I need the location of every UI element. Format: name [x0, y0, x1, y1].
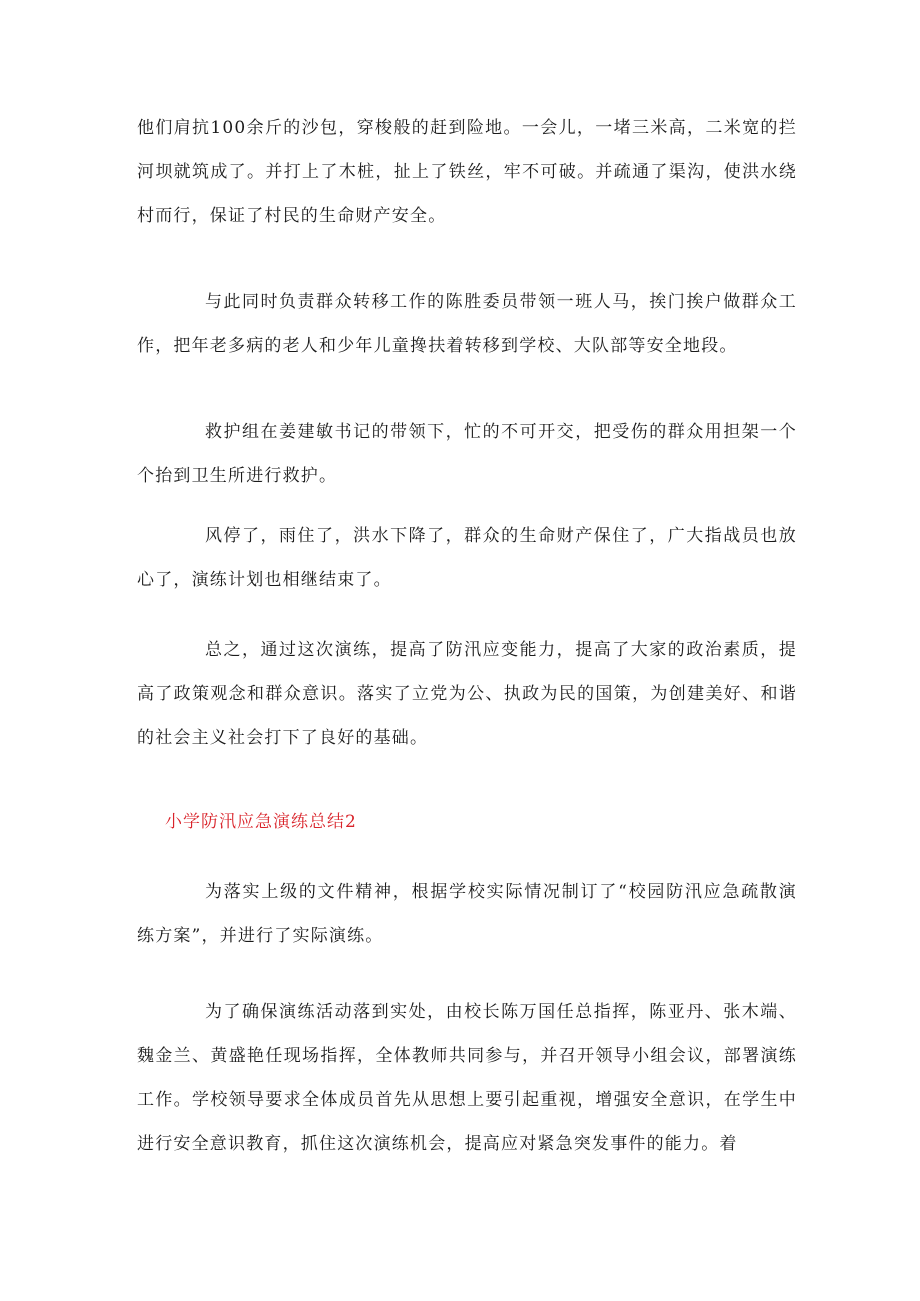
section-heading: 小学防汛应急演练总结2 — [165, 812, 357, 832]
paragraph-command-structure: 为了确保演练活动落到实处，由校长陈万国任总指挥，陈亚丹、张木端、魏金兰、黄盛艳任现场指挥，全体教师共同参与，并召开领导小组会议，部署演练工作。学校领导要求全体成员首先从思想上要引起重视，增强安全意识，在学生中进行安全意识教育，抓住这次演练机会，提高应对紧急突发事件的能力。着 — [137, 1002, 797, 1154]
paragraph-drill-plan: 为落实上级的文件精神，根据学校实际情况制订了“校园防汛应急疏散演练方案”，并进行了实际演练。 — [137, 882, 797, 946]
paragraph-conclusion: 总之，通过这次演练，提高了防汛应变能力，提高了大家的政治素质，提高了政策观念和群众意识。落实了立党为公、执政为民的国策，为创建美好、和谐的社会主义社会打下了良好的基础。 — [137, 640, 797, 748]
paragraph-rescue-team: 救护组在姜建敏书记的带领下，忙的不可开交，把受伤的群众用担架一个个抬到卫生所进行救护。 — [137, 422, 797, 486]
paragraph-sandbag-dam: 他们肩抗100余斤的沙包，穿梭般的赶到险地。一会儿，一堵三米高，二米宽的拦河坝就筑成了。并打上了木桩，扯上了铁丝，牢不可破。并疏通了渠沟，使洪水绕村而行，保证了村民的生命财产安全。 — [137, 118, 797, 226]
paragraph-storm-ends: 风停了，雨住了，洪水下降了，群众的生命财产保住了，广大指战员也放心了，演练计划也相继结束了。 — [137, 526, 797, 590]
paragraph-evacuation: 与此同时负责群众转移工作的陈胜委员带领一班人马，挨门挨户做群众工作，把年老多病的老人和少年儿童搀扶着转移到学校、大队部等安全地段。 — [137, 292, 797, 356]
